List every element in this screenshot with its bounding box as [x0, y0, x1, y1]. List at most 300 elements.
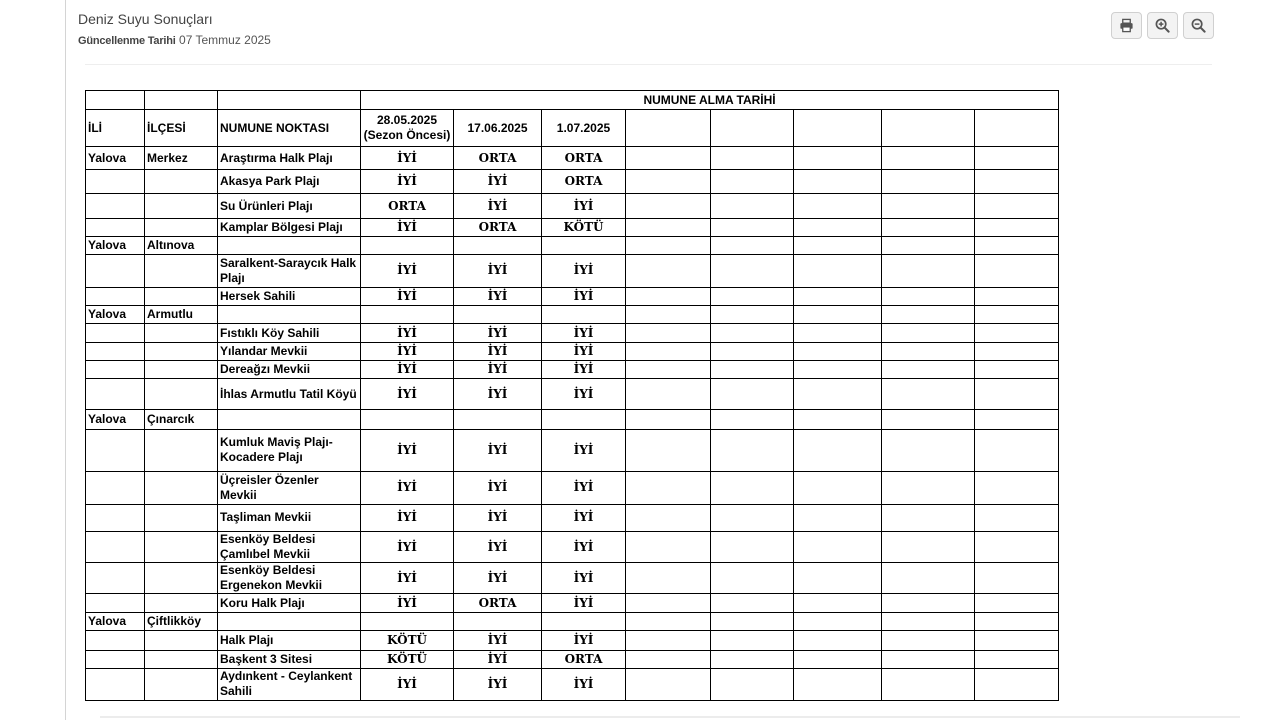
empty-cell [626, 218, 711, 236]
empty-cell [794, 324, 882, 343]
empty-cell [626, 532, 711, 563]
empty-cell [975, 218, 1059, 236]
empty-cell [626, 668, 711, 700]
cell-ilce: Altınova [145, 236, 218, 254]
cell-result-1: İYİ [361, 147, 454, 170]
empty-cell [882, 236, 975, 254]
header-empty-cell [86, 91, 145, 110]
cell-result-3: İYİ [542, 563, 626, 594]
cell-result-3: İYİ [542, 324, 626, 343]
cell-nokta: Aydınkent - Ceylankent Sahili [218, 668, 361, 700]
cell-result-3: ORTA [542, 147, 626, 170]
empty-cell [626, 594, 711, 613]
empty-cell [975, 668, 1059, 700]
empty-cell [626, 379, 711, 410]
column-header-il: İLİ [86, 110, 145, 147]
cell-ilce [145, 218, 218, 236]
empty-cell [882, 194, 975, 218]
cell-result-2: İYİ [454, 650, 542, 668]
cell-result-2: İYİ [454, 324, 542, 343]
cell-result-3: İYİ [542, 287, 626, 305]
cell-result-3: İYİ [542, 194, 626, 218]
cell-nokta: Taşliman Mevkii [218, 504, 361, 531]
empty-cell [794, 305, 882, 323]
sampling-date-header: NUMUNE ALMA TARİHİ [361, 91, 1059, 110]
empty-cell [882, 668, 975, 700]
cell-ilce [145, 361, 218, 379]
cell-il: Yalova [86, 147, 145, 170]
cell-ilce [145, 631, 218, 650]
cell-ilce [145, 668, 218, 700]
header-empty-cell [794, 110, 882, 147]
empty-cell [794, 532, 882, 563]
empty-cell [882, 254, 975, 287]
empty-cell [794, 429, 882, 471]
cell-result-2: İYİ [454, 563, 542, 594]
header-empty-cell [882, 110, 975, 147]
empty-cell [882, 305, 975, 323]
empty-cell [794, 170, 882, 194]
cell-result-3: İYİ [542, 471, 626, 504]
empty-cell [626, 410, 711, 429]
cell-il: Yalova [86, 410, 145, 429]
empty-cell [794, 613, 882, 631]
cell-nokta: Hersek Sahili [218, 287, 361, 305]
empty-cell [626, 361, 711, 379]
empty-cell [794, 343, 882, 361]
cell-result-3: İYİ [542, 343, 626, 361]
table-row [86, 194, 1059, 218]
cell-il [86, 254, 145, 287]
empty-cell [711, 305, 794, 323]
header-empty-cell [711, 110, 794, 147]
cell-result-3 [542, 305, 626, 323]
empty-cell [794, 631, 882, 650]
cell-result-2 [454, 236, 542, 254]
empty-cell [882, 650, 975, 668]
cell-nokta [218, 410, 361, 429]
cell-ilce [145, 504, 218, 531]
cell-nokta [218, 613, 361, 631]
empty-cell [882, 429, 975, 471]
table-row [86, 471, 1059, 504]
cell-nokta: Araştırma Halk Plajı [218, 147, 361, 170]
empty-cell [882, 147, 975, 170]
cell-nokta: Koru Halk Plajı [218, 594, 361, 613]
empty-cell [882, 471, 975, 504]
table-row [86, 379, 1059, 410]
empty-cell [882, 410, 975, 429]
cell-il: Yalova [86, 305, 145, 323]
table-row [86, 236, 1059, 254]
cell-result-2 [454, 613, 542, 631]
cell-il [86, 170, 145, 194]
cell-result-1: İYİ [361, 471, 454, 504]
cell-result-1: İYİ [361, 594, 454, 613]
bottom-border [100, 716, 1240, 718]
empty-cell [711, 287, 794, 305]
cell-nokta: Kamplar Bölgesi Plajı [218, 218, 361, 236]
cell-result-2: İYİ [454, 343, 542, 361]
cell-result-1: İYİ [361, 668, 454, 700]
column-header-nokta: NUMUNE NOKTASI [218, 110, 361, 147]
cell-il [86, 668, 145, 700]
cell-result-3: İYİ [542, 594, 626, 613]
cell-result-3: İYİ [542, 361, 626, 379]
empty-cell [882, 504, 975, 531]
empty-cell [794, 410, 882, 429]
empty-cell [794, 147, 882, 170]
update-info [78, 33, 271, 47]
cell-nokta: Esenköy Beldesi Çamlıbel Mevkii [218, 532, 361, 563]
empty-cell [794, 668, 882, 700]
empty-cell [711, 471, 794, 504]
table-row [86, 170, 1059, 194]
empty-cell [975, 594, 1059, 613]
empty-cell [975, 410, 1059, 429]
cell-il [86, 287, 145, 305]
zoom-out-icon [1191, 18, 1206, 33]
cell-ilce [145, 194, 218, 218]
cell-result-2: İYİ [454, 379, 542, 410]
empty-cell [882, 532, 975, 563]
empty-cell [975, 287, 1059, 305]
table-row [86, 287, 1059, 305]
empty-cell [882, 287, 975, 305]
cell-result-1: İYİ [361, 361, 454, 379]
table-header-row-1 [86, 91, 1059, 110]
header-empty-cell [975, 110, 1059, 147]
cell-il [86, 631, 145, 650]
cell-nokta: Esenköy Beldesi Ergenekon Mevkii [218, 563, 361, 594]
empty-cell [711, 429, 794, 471]
empty-cell [975, 379, 1059, 410]
cell-result-2: İYİ [454, 471, 542, 504]
cell-result-1 [361, 236, 454, 254]
cell-result-2 [454, 410, 542, 429]
cell-result-3: İYİ [542, 379, 626, 410]
empty-cell [794, 379, 882, 410]
empty-cell [975, 471, 1059, 504]
cell-result-2: İYİ [454, 170, 542, 194]
cell-ilce [145, 287, 218, 305]
header-empty-cell [626, 110, 711, 147]
cell-result-2: İYİ [454, 631, 542, 650]
empty-cell [626, 305, 711, 323]
cell-ilce: Merkez [145, 147, 218, 170]
empty-cell [626, 429, 711, 471]
cell-result-3: ORTA [542, 650, 626, 668]
cell-result-3: ORTA [542, 170, 626, 194]
cell-result-2: İYİ [454, 194, 542, 218]
cell-ilce: Çiftlikköy [145, 613, 218, 631]
empty-cell [626, 287, 711, 305]
empty-cell [975, 563, 1059, 594]
empty-cell [882, 613, 975, 631]
cell-result-1: KÖTÜ [361, 631, 454, 650]
table-row [86, 631, 1059, 650]
empty-cell [626, 343, 711, 361]
empty-cell [975, 343, 1059, 361]
table-row [86, 343, 1059, 361]
cell-nokta [218, 236, 361, 254]
empty-cell [882, 361, 975, 379]
cell-il [86, 379, 145, 410]
table-row [86, 429, 1059, 471]
empty-cell [794, 594, 882, 613]
table-row [86, 594, 1059, 613]
empty-cell [882, 563, 975, 594]
cell-result-1 [361, 305, 454, 323]
zoom-out-button[interactable] [1183, 12, 1214, 39]
cell-ilce [145, 170, 218, 194]
cell-ilce [145, 471, 218, 504]
empty-cell [882, 594, 975, 613]
empty-cell [975, 613, 1059, 631]
empty-cell [882, 218, 975, 236]
cell-result-2 [454, 305, 542, 323]
empty-cell [794, 471, 882, 504]
cell-il [86, 650, 145, 668]
cell-ilce [145, 532, 218, 563]
cell-nokta: Akasya Park Plajı [218, 170, 361, 194]
cell-ilce [145, 379, 218, 410]
empty-cell [711, 650, 794, 668]
cell-result-3: İYİ [542, 504, 626, 531]
cell-result-3: İYİ [542, 668, 626, 700]
empty-cell [711, 361, 794, 379]
header-empty-cell [218, 91, 361, 110]
cell-il [86, 194, 145, 218]
empty-cell [794, 361, 882, 379]
cell-nokta: Halk Plajı [218, 631, 361, 650]
table-row [86, 410, 1059, 429]
cell-result-3: KÖTÜ [542, 218, 626, 236]
table-row [86, 254, 1059, 287]
empty-cell [882, 379, 975, 410]
cell-result-1: İYİ [361, 287, 454, 305]
empty-cell [975, 429, 1059, 471]
updated-label: Güncellenme Tarihi [78, 35, 176, 47]
empty-cell [882, 170, 975, 194]
table-row [86, 324, 1059, 343]
cell-nokta: Kumluk Maviş Plajı-Kocadere Plajı [218, 429, 361, 471]
empty-cell [711, 504, 794, 531]
table-row [86, 504, 1059, 531]
empty-cell [626, 504, 711, 531]
results-table [85, 90, 1059, 701]
zoom-in-button[interactable] [1147, 12, 1178, 39]
document-toolbar [1111, 12, 1214, 39]
cell-result-1: İYİ [361, 170, 454, 194]
cell-result-1: İYİ [361, 343, 454, 361]
cell-il [86, 594, 145, 613]
column-header-ilce: İLÇESİ [145, 110, 218, 147]
empty-cell [711, 147, 794, 170]
cell-result-3: İYİ [542, 254, 626, 287]
page-title: Deniz Suyu Sonuçları [78, 11, 213, 27]
empty-cell [711, 410, 794, 429]
cell-nokta: Başkent 3 Sitesi [218, 650, 361, 668]
cell-nokta: Dereağzı Mevkii [218, 361, 361, 379]
empty-cell [975, 324, 1059, 343]
empty-cell [794, 504, 882, 531]
empty-cell [882, 324, 975, 343]
empty-cell [626, 236, 711, 254]
empty-cell [794, 194, 882, 218]
empty-cell [794, 236, 882, 254]
empty-cell [794, 563, 882, 594]
cell-ilce [145, 324, 218, 343]
empty-cell [975, 254, 1059, 287]
empty-cell [626, 563, 711, 594]
cell-result-2: ORTA [454, 594, 542, 613]
cell-result-2: İYİ [454, 361, 542, 379]
empty-cell [711, 236, 794, 254]
cell-result-1: İYİ [361, 429, 454, 471]
cell-il [86, 361, 145, 379]
cell-ilce: Çınarcık [145, 410, 218, 429]
empty-cell [975, 532, 1059, 563]
cell-result-3: İYİ [542, 532, 626, 563]
cell-result-2: İYİ [454, 287, 542, 305]
cell-result-1: İYİ [361, 504, 454, 531]
cell-result-3 [542, 410, 626, 429]
cell-result-1: İYİ [361, 563, 454, 594]
cell-result-1: İYİ [361, 324, 454, 343]
cell-result-1: ORTA [361, 194, 454, 218]
table-row [86, 650, 1059, 668]
empty-cell [794, 254, 882, 287]
cell-nokta: Saralkent-Saraycık Halk Plajı [218, 254, 361, 287]
empty-cell [975, 631, 1059, 650]
cell-result-1: İYİ [361, 532, 454, 563]
date-header-3: 1.07.2025 [542, 110, 626, 147]
empty-cell [975, 305, 1059, 323]
cell-nokta: Yılandar Mevkii [218, 343, 361, 361]
table-row [86, 218, 1059, 236]
empty-cell [711, 631, 794, 650]
cell-result-2: ORTA [454, 147, 542, 170]
empty-cell [711, 254, 794, 287]
empty-cell [711, 532, 794, 563]
cell-il: Yalova [86, 236, 145, 254]
empty-cell [711, 343, 794, 361]
print-button[interactable] [1111, 12, 1142, 39]
cell-il [86, 343, 145, 361]
empty-cell [882, 631, 975, 650]
cell-ilce [145, 429, 218, 471]
cell-ilce: Armutlu [145, 305, 218, 323]
empty-cell [626, 254, 711, 287]
cell-result-3 [542, 613, 626, 631]
empty-cell [711, 170, 794, 194]
cell-result-3 [542, 236, 626, 254]
empty-cell [711, 324, 794, 343]
empty-cell [711, 194, 794, 218]
updated-date: 07 Temmuz 2025 [179, 33, 271, 47]
table-row [86, 563, 1059, 594]
cell-il [86, 563, 145, 594]
cell-result-1: İYİ [361, 254, 454, 287]
empty-cell [711, 613, 794, 631]
empty-cell [626, 631, 711, 650]
table-header-row-2 [86, 110, 1059, 147]
empty-cell [626, 194, 711, 218]
cell-nokta: İhlas Armutlu Tatil Köyü [218, 379, 361, 410]
zoom-in-icon [1155, 18, 1170, 33]
cell-il: Yalova [86, 613, 145, 631]
cell-il [86, 532, 145, 563]
cell-il [86, 429, 145, 471]
empty-cell [626, 471, 711, 504]
cell-result-1: İYİ [361, 218, 454, 236]
empty-cell [711, 668, 794, 700]
table-row [86, 305, 1059, 323]
cell-il [86, 218, 145, 236]
cell-result-1 [361, 613, 454, 631]
empty-cell [794, 287, 882, 305]
cell-ilce [145, 343, 218, 361]
cell-nokta: Fıstıklı Köy Sahili [218, 324, 361, 343]
cell-result-2: İYİ [454, 668, 542, 700]
cell-nokta [218, 305, 361, 323]
table-row [86, 361, 1059, 379]
cell-nokta: Su Ürünleri Plajı [218, 194, 361, 218]
cell-result-1 [361, 410, 454, 429]
cell-result-1: KÖTÜ [361, 650, 454, 668]
empty-cell [794, 218, 882, 236]
cell-il [86, 504, 145, 531]
date-header-2: 17.06.2025 [454, 110, 542, 147]
header-separator [85, 64, 1212, 65]
empty-cell [882, 343, 975, 361]
cell-ilce [145, 254, 218, 287]
table-row [86, 668, 1059, 700]
empty-cell [711, 379, 794, 410]
cell-result-3: İYİ [542, 429, 626, 471]
cell-result-2: ORTA [454, 218, 542, 236]
empty-cell [711, 563, 794, 594]
table-row [86, 532, 1059, 563]
empty-cell [626, 613, 711, 631]
empty-cell [626, 650, 711, 668]
cell-result-2: İYİ [454, 254, 542, 287]
empty-cell [711, 218, 794, 236]
print-icon [1119, 18, 1134, 33]
empty-cell [626, 170, 711, 194]
empty-cell [975, 504, 1059, 531]
table-row [86, 613, 1059, 631]
empty-cell [626, 324, 711, 343]
empty-cell [975, 361, 1059, 379]
empty-cell [975, 236, 1059, 254]
date-header-1: 28.05.2025 (Sezon Öncesi) [361, 110, 454, 147]
empty-cell [975, 194, 1059, 218]
cell-nokta: Üçreisler Özenler Mevkii [218, 471, 361, 504]
cell-result-2: İYİ [454, 504, 542, 531]
cell-result-2: İYİ [454, 532, 542, 563]
cell-il [86, 324, 145, 343]
empty-cell [711, 594, 794, 613]
cell-ilce [145, 563, 218, 594]
cell-ilce [145, 594, 218, 613]
empty-cell [975, 147, 1059, 170]
empty-cell [975, 170, 1059, 194]
cell-ilce [145, 650, 218, 668]
empty-cell [794, 650, 882, 668]
header-empty-cell [145, 91, 218, 110]
